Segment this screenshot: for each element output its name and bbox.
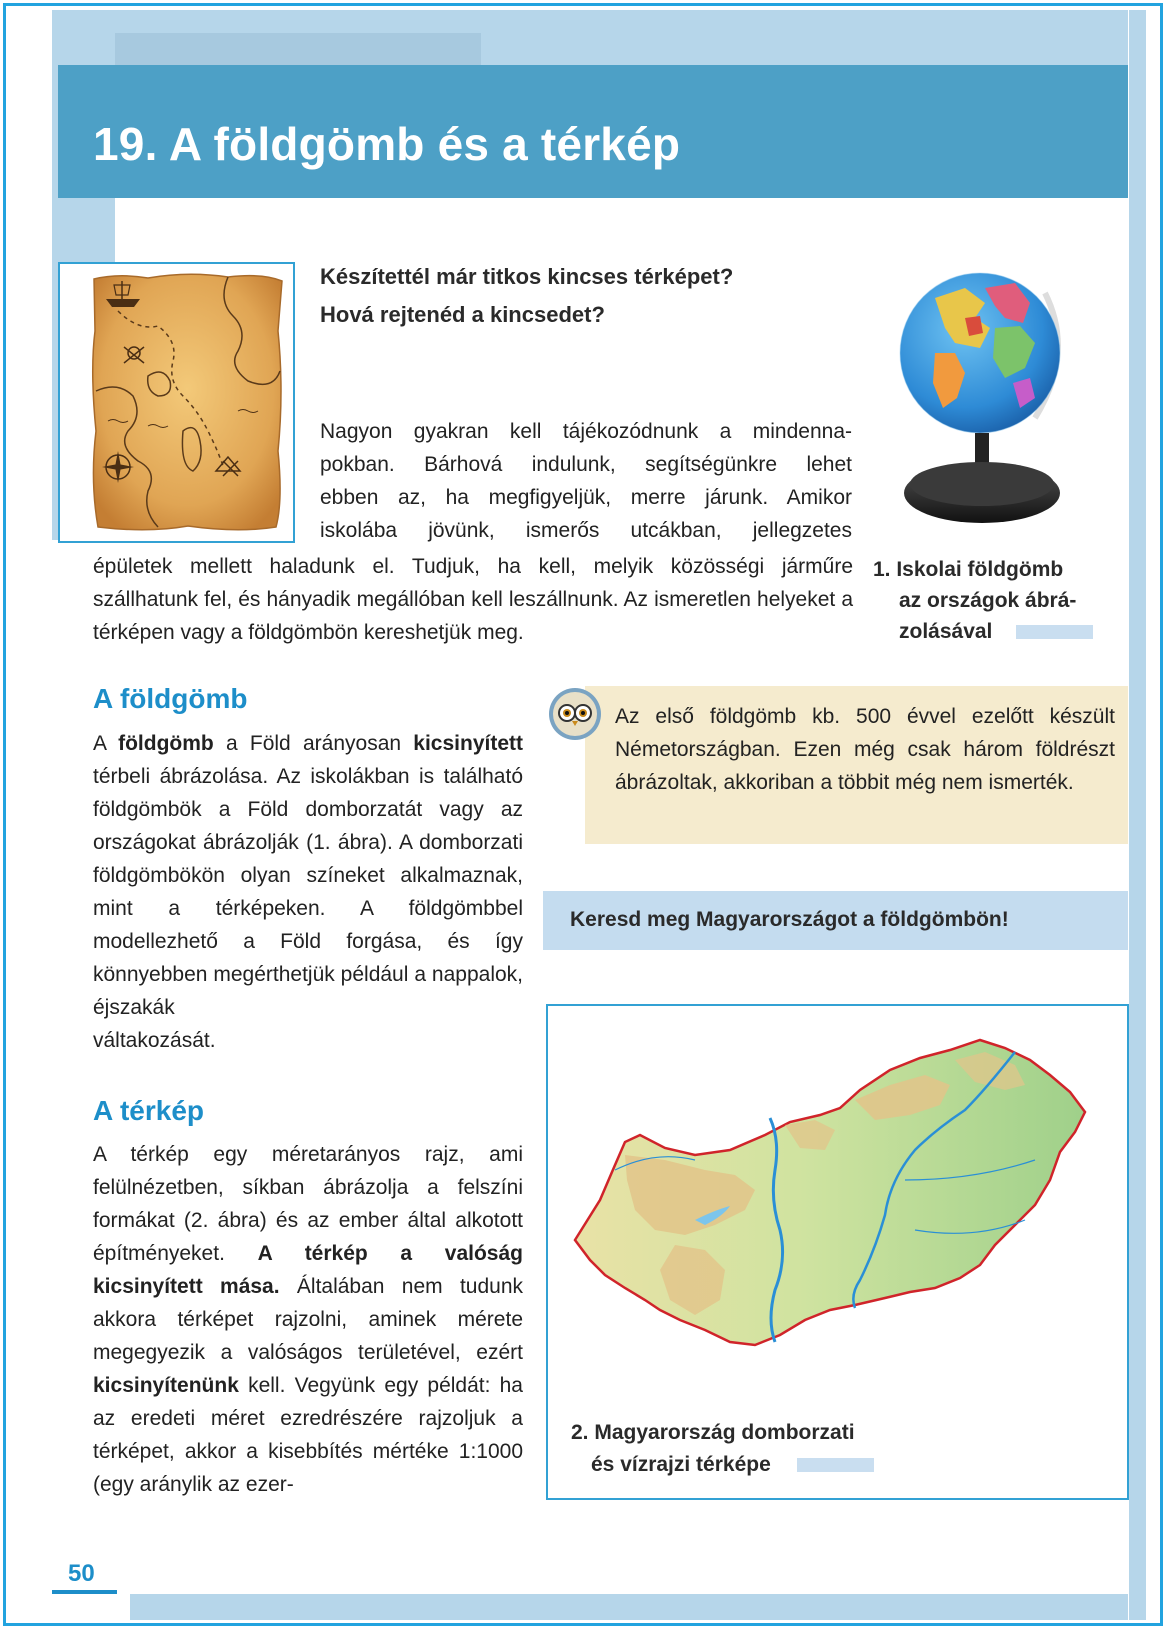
text-run: Általában nem tudunk akkora térképet rajzolni, aminek mérete megegyezik a valóságos területével, ezért xyxy=(93,1275,523,1364)
section-heading-globe: A földgömb xyxy=(93,683,248,714)
caption-line: 1. Iskolai földgömb xyxy=(873,558,1064,581)
caption-line-last xyxy=(873,616,1113,647)
globe-paragraph xyxy=(93,727,523,1057)
page-number: 50 xyxy=(68,1560,95,1587)
section-heading-map: A térkép xyxy=(93,1095,205,1126)
hungary-relief-map xyxy=(555,1030,1117,1400)
text-run: térbeli ábrázolása. Az iskolákban is található földgömbök a Föld domborzatát vagy az országokat ábrázolják (1. ábra). A domborzati földgömbökön olyan színeket alkalmaznak, mint a térképeken. A földgömbbel modellezhető a Föld forgása, és így könnyebben megérthetjük például a nappalok, éjszakák xyxy=(93,765,523,1019)
bold-term: kicsinyítenünk xyxy=(93,1374,239,1397)
school-globe-image xyxy=(895,258,1070,538)
intro-paragraph-full: épületek mellett haladunk el. Tudjuk, ha kell, melyik közösségi járműre szállhatunk fel, és hányadik megállóban kell leszállnunk. Az ismeretlen helyeket a térképen vagy a földgömbön kereshetjük meg. xyxy=(93,555,853,644)
text-last-line: váltakozását. xyxy=(93,1029,216,1052)
caption-text: és vízrajzi térképe xyxy=(591,1453,771,1476)
figure1-caption xyxy=(873,554,1113,647)
caption-line: 2. Magyarország domborzati xyxy=(571,1421,855,1444)
chapter-title: 19. A földgömb és a térkép xyxy=(93,118,681,170)
caption-line: az országok ábrá- xyxy=(899,589,1077,612)
intro-line: ebben az, ha megfigyeljük, merre járunk. Amikor xyxy=(320,486,852,509)
task-text: Keresd meg Magyarországot a földgömbön! xyxy=(570,908,1009,931)
text-run: A térkép egy méretarányos rajz, ami felülnézetben, síkban ábrázolja a felszíni formákat (2. ábra) és az ember által alkotott építményeket. xyxy=(93,1143,523,1265)
caption-text: zolásával xyxy=(899,620,993,643)
treasure-map-image xyxy=(88,271,286,533)
text-run: a Föld arányosan xyxy=(213,732,414,755)
text-run: A xyxy=(93,732,119,755)
map-paragraph xyxy=(93,1138,523,1501)
intro-line: pokban. Bárhová indulunk, segítségünkre lehet xyxy=(320,453,852,476)
bold-term: A térkép a valóság kicsinyített mása. xyxy=(93,1242,523,1298)
bold-term: kicsinyített xyxy=(413,732,524,755)
caption-decor-bar xyxy=(797,1458,874,1472)
chapter-title-bar xyxy=(58,65,1128,198)
intro-line: Nagyon gyakran kell tájékozódnunk a mindenna- xyxy=(320,420,852,443)
caption-decor-bar xyxy=(1016,625,1093,639)
page-number-bar xyxy=(52,1590,117,1594)
owl-icon xyxy=(548,687,602,741)
figure2-caption xyxy=(571,1417,921,1481)
caption-line-last xyxy=(571,1449,921,1481)
bold-term: földgömb xyxy=(118,732,214,755)
intro-question xyxy=(320,258,840,334)
question-line-2: Hová rejtenéd a kincsedet? xyxy=(320,302,605,327)
question-line-1: Készítettél már titkos kincses térképet? xyxy=(320,264,734,289)
intro-line: iskolába jövünk, ismerős utcákban, jellegzetes xyxy=(320,519,852,542)
intro-paragraph-right xyxy=(320,415,852,547)
info-text: Az első földgömb kb. 500 évvel ezelőtt készült Németországban. Ezen még csak három földrészt ábrázoltak, akkoriban a többit még nem ismerték. xyxy=(615,705,1115,794)
text-run: kell. Vegyünk egy példát: ha az eredeti méret ezredrészére rajzoljuk a térképet, akkor a kisebbítés mértéke 1:1000 (egy aránylik az ezer- xyxy=(93,1374,523,1496)
task-box xyxy=(543,891,1128,950)
